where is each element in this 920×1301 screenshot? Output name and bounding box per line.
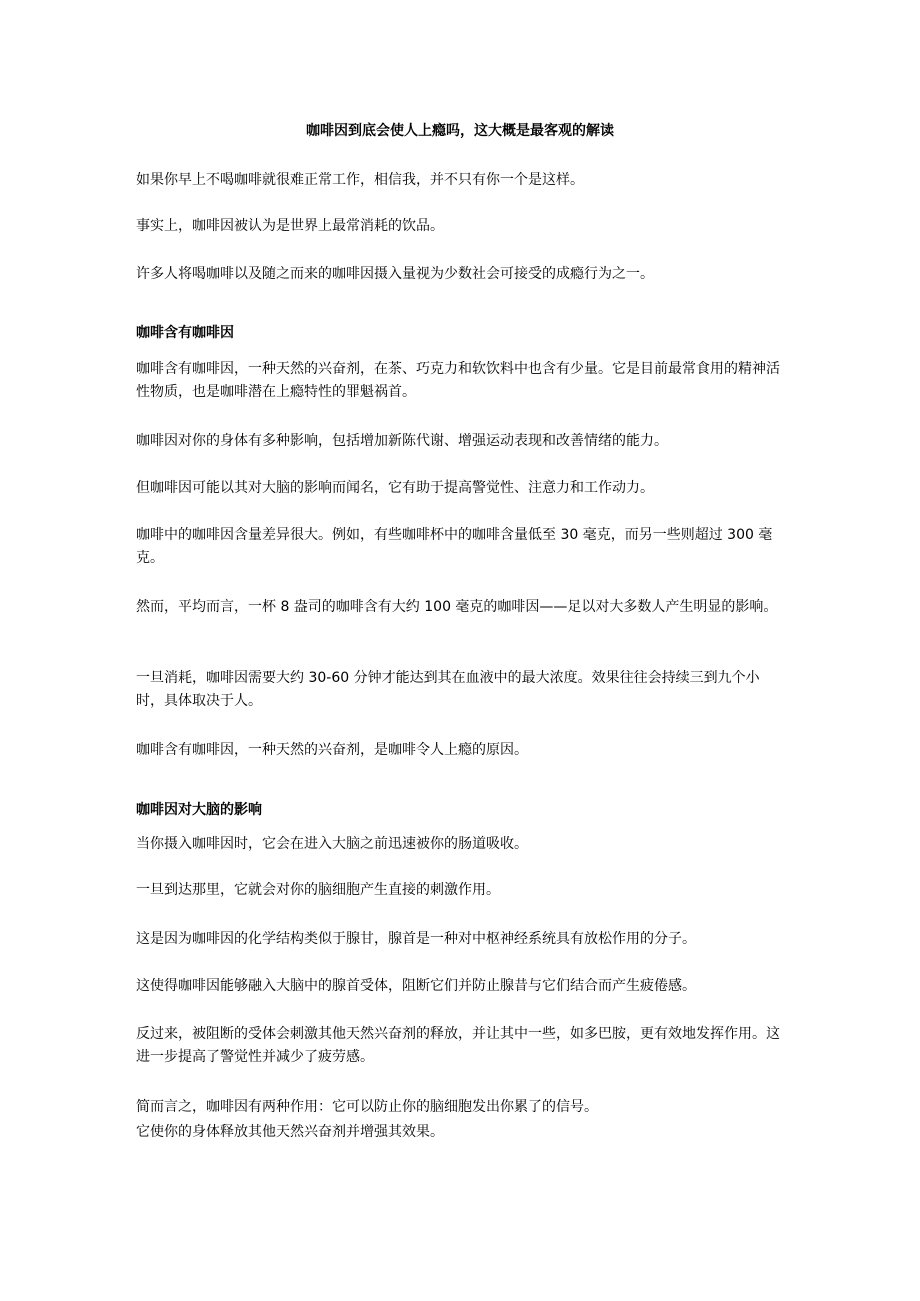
section-heading-caffeine-brain-effects: 咖啡因对大脑的影响 (136, 802, 262, 818)
section2-paragraph-7: 它使你的身体释放其他天然兴奋剂并增强其效果。 (136, 1124, 444, 1140)
section1-paragraph-4: 咖啡中的咖啡因含量差异很大。例如，有些咖啡杯中的咖啡含量低至 30 毫克，而另一些则超过 300 毫克。 (136, 527, 773, 566)
section2-paragraph-2: 一旦到达那里，它就会对你的脑细胞产生直接的刺激作用。 (136, 882, 500, 898)
section2-paragraph-4: 这使得咖啡因能够融入大脑中的腺首受体，阻断它们并防止腺昔与它们结合而产生疲倦感。 (136, 978, 696, 994)
section2-paragraph-3: 这是因为咖啡因的化学结构类似于腺甘，腺首是一种对中枢神经系统具有放松作用的分子。 (136, 931, 696, 947)
section2-paragraph-6: 简而言之，咖啡因有两种作用：它可以防止你的脑细胞发出你累了的信号。 (136, 1099, 598, 1115)
section-heading-coffee-contains-caffeine: 咖啡含有咖啡因 (136, 325, 234, 341)
document-title: 咖啡因到底会使人上瘾吗，这大概是最客观的解读 (306, 123, 614, 139)
section1-paragraph-5: 然而，平均而言，一杯 8 盎司的咖啡含有大约 100 毫克的咖啡因——足以对大多数人产生明显的影响。 (136, 599, 778, 615)
section1-paragraph-3: 但咖啡因可能以其对大脑的影响而闻名，它有助于提高警觉性、注意力和工作动力。 (136, 480, 654, 496)
section2-paragraph-1: 当你摄入咖啡因时，它会在进入大脑之前迅速被你的肠道吸收。 (136, 836, 528, 852)
section2-paragraph-5: 反过来，被阻断的受体会刺激其他天然兴奋剂的释放，并让其中一些，如多巴胺，更有效地发挥作用。这进一步提高了警觉性并减少了疲劳感。 (136, 1026, 780, 1065)
intro-paragraph-1: 如果你早上不喝咖啡就很难正常工作，相信我，并不只有你一个是这样。 (136, 172, 584, 188)
section1-paragraph-7: 咖啡含有咖啡因，一种天然的兴奋剂，是咖啡令人上瘾的原因。 (136, 742, 528, 758)
intro-paragraph-2: 事实上，咖啡因被认为是世界上最常消耗的饮品。 (136, 218, 444, 234)
section1-paragraph-1: 咖啡含有咖啡因，一种天然的兴奋剂，在茶、巧克力和软饮料中也含有少量。它是目前最常食用的精神活性物质，也是咖啡潜在上瘾特性的罪魁祸首。 (136, 361, 780, 400)
section1-paragraph-2: 咖啡因对你的身体有多种影响，包括增加新陈代谢、增强运动表现和改善情绪的能力。 (136, 433, 668, 449)
intro-paragraph-3: 许多人将喝咖啡以及随之而来的咖啡因摄入量视为少数社会可接受的成瘾行为之一。 (136, 266, 654, 282)
section1-paragraph-6: 一旦消耗，咖啡因需要大约 30-60 分钟才能达到其在血液中的最大浓度。效果往往会持续三到九个小时，具体取决于人。 (136, 670, 760, 709)
